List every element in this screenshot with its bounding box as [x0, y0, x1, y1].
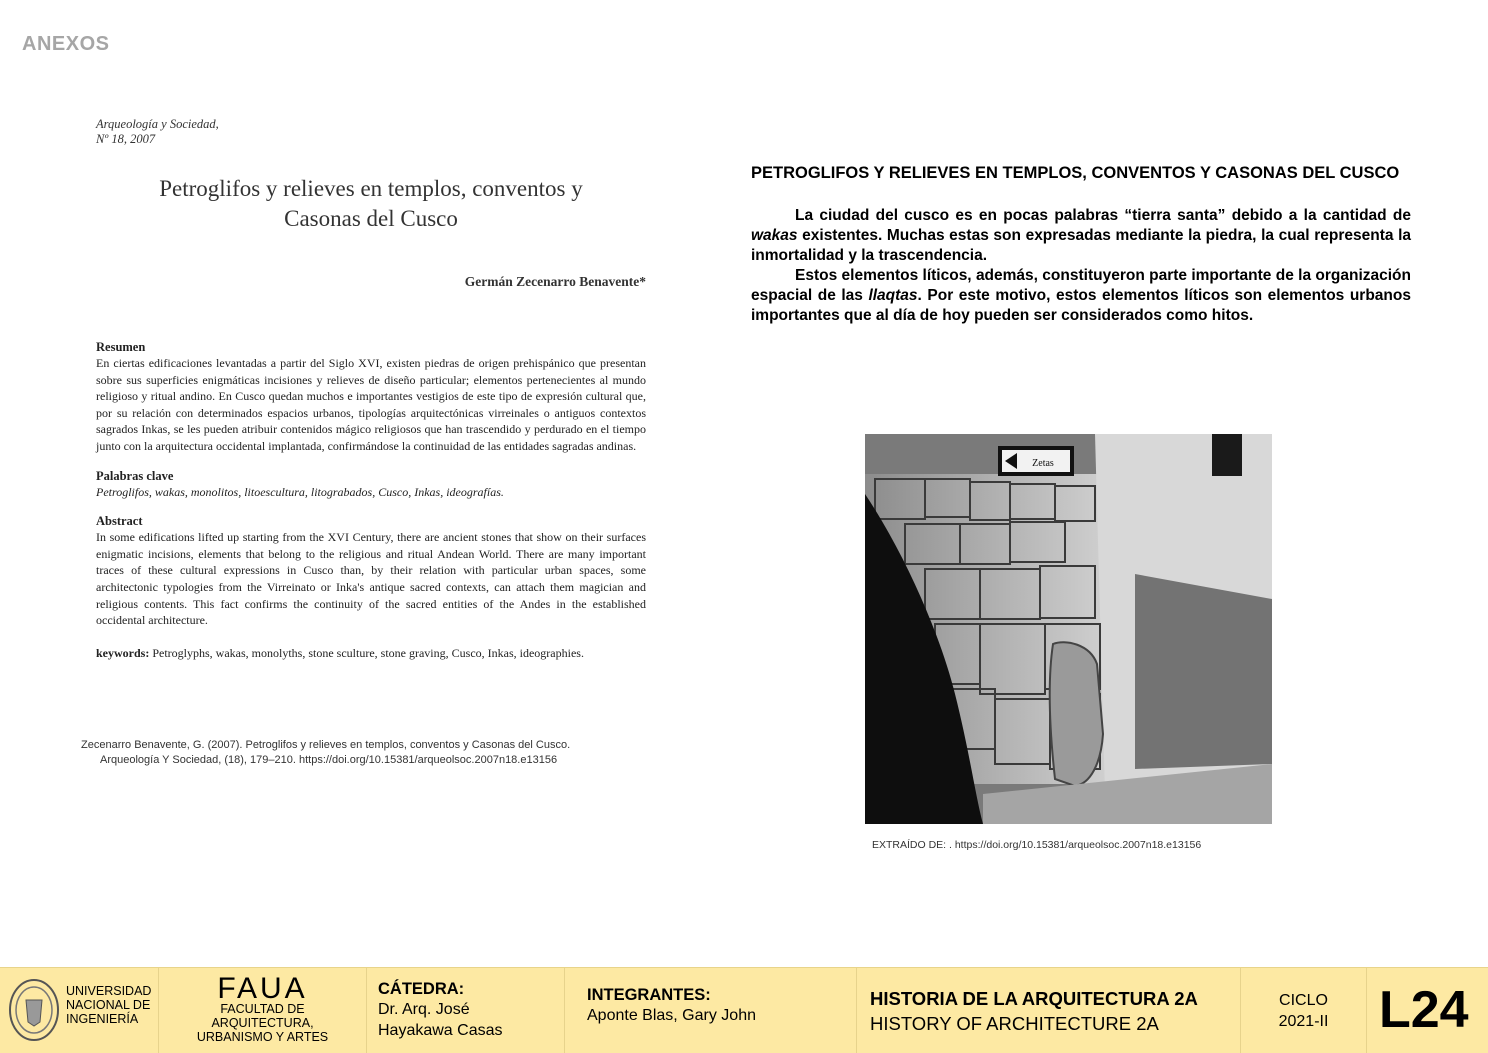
footer-ciclo — [1241, 968, 1367, 1053]
footer-faculty — [159, 968, 367, 1053]
ciclo-value: 2021-II — [1278, 1013, 1329, 1030]
stone-wall-photo — [865, 434, 1272, 824]
section-tag: ANEXOS — [22, 33, 110, 55]
catedra-line1: Dr. Arq. José — [378, 1001, 470, 1018]
paragraph-2 — [751, 266, 1411, 326]
resumen-text: En ciertas edificaciones levantadas a partir del Siglo XVI, existen piedras de origen prehispánico que presentan sobre sus superficies enigmáticas incisiones y relieves de diseño particular; elementos pertenecientes al mundo religioso y ritual andino. En Cusco quedan muchos e importantes vestigios de este tipo de expresión cultural que, por su relación con determinados espacios urbanos, tipologías arquitectónicas virreinales o antiguos contextos sagrados Inkas, se les pueden atribuir contenidos mágico religiosos que han trascendido y perdurado en el tiempo junto con la arquitectura occidental implantada, confirmándose la continuidad de las entidades sagradas andinas. — [96, 356, 646, 453]
course-title-es: HISTORIA DE LA ARQUITECTURA 2A — [870, 988, 1198, 1009]
footer-bar — [0, 967, 1488, 1053]
abstract-heading: Abstract — [96, 514, 143, 529]
p1-text-b: existentes. Muchas estas son expresadas mediante la piedra, la cual representa la inmortalidad y la trascendencia. — [751, 227, 1411, 264]
citation-line2: Arqueología Y Sociedad, (18), 179–210. https://doi.org/10.15381/arqueolsoc.2007n18.e13156 — [100, 754, 558, 766]
keywords-label: keywords: — [96, 645, 150, 660]
photo-caption: EXTRAÍDO DE: . https://doi.org/10.15381/arqueolsoc.2007n18.e13156 — [872, 839, 1202, 851]
description-text — [751, 206, 1411, 326]
paragraph-1 — [751, 206, 1411, 266]
citation — [81, 738, 621, 768]
paper-excerpt — [96, 117, 646, 661]
keywords-text: Petroglyphs, wakas, monolyths, stone sculture, stone graving, Cusco, Inkas, ideographies. — [149, 645, 584, 660]
catedra-line2: Hayakawa Casas — [378, 1022, 503, 1039]
uni-line2: NACIONAL DE — [66, 998, 151, 1012]
faculty-name — [159, 1002, 366, 1044]
palabras-text: Petroglifos, wakas, monolitos, litoescultura, litograbados, Cusco, Inkas, ideografías. — [96, 484, 504, 499]
faculty-line1: FACULTAD DE — [220, 1002, 305, 1016]
university-name — [66, 984, 151, 1026]
integrantes-value: Aponte Blas, Gary John — [587, 1007, 756, 1024]
street-sign-text: Zetas — [1032, 458, 1054, 469]
p2-text-b: . Por este motivo, estos elementos líticos son elementos urbanos importantes que al día de hoy pueden ser considerados como hitos. — [751, 287, 1411, 324]
footer-integrantes — [565, 968, 857, 1053]
citation-line1: Zecenarro Benavente, G. (2007). Petroglifos y relieves en templos, conventos y Casonas del Cusco. — [81, 739, 571, 751]
faculty-line2: ARQUITECTURA, — [211, 1016, 314, 1030]
p1-text-a: La ciudad del cusco es en pocas palabras “tierra santa” debido a la cantidad de — [795, 207, 1411, 224]
integrantes-label: INTEGRANTES: — [587, 986, 711, 1004]
paper-author: Germán Zecenarro Benavente* — [464, 274, 646, 289]
abstract-text: In some edifications lifted up starting from the XVI Century, there are ancient stones that show on their surfaces enigmatic incisions, elements that belong to the religious and ritual Andean World. There are many important traces of these cultural expressions in Cusco than, by their relation with particular urban spaces, some architectonic typologies from the Virreinato or Inka's antique sacred contexts, can attach them magician and religious contents. This fact confirms the continuity of the sacred entities of the Andes in the established occidental architecture. — [96, 530, 646, 628]
ciclo-label: CICLO — [1279, 992, 1328, 1009]
footer-sheet — [1367, 968, 1488, 1053]
journal-info — [96, 117, 646, 147]
uni-line3: INGENIERÍA — [66, 1012, 139, 1026]
journal-name: Arqueología y Sociedad, — [96, 117, 219, 131]
keywords-line — [96, 645, 646, 662]
faculty-line3: URBANISMO Y ARTES — [196, 1030, 329, 1044]
paper-title — [96, 174, 646, 234]
p1-emphasis: wakas — [751, 227, 798, 244]
p2-text-a: Estos elementos líticos, además, constituyeron parte importante de la organización espacial de las — [751, 267, 1411, 304]
paper-title-line1: Petroglifos y relieves en templos, conventos y — [159, 176, 583, 201]
uni-line1: UNIVERSIDAD — [66, 984, 152, 998]
catedra-label: CÁTEDRA: — [378, 980, 465, 998]
section-title: PETROGLIFOS Y RELIEVES EN TEMPLOS, CONVENTOS Y CASONAS DEL CUSCO — [751, 164, 1400, 182]
paper-title-line2: Casonas del Cusco — [284, 206, 458, 231]
footer-university — [0, 968, 159, 1053]
footer-course — [857, 968, 1241, 1053]
faua-logo: FAUA — [217, 972, 308, 1005]
journal-issue: Nº 18, 2007 — [96, 132, 156, 146]
palabras-heading: Palabras clave — [96, 468, 174, 483]
p2-emphasis: llaqtas — [868, 287, 918, 304]
resumen-heading: Resumen — [96, 340, 146, 354]
sheet-code: L24 — [1379, 981, 1469, 1039]
footer-catedra — [367, 968, 565, 1053]
course-title-en: HISTORY OF ARCHITECTURE 2A — [870, 1013, 1159, 1034]
university-seal-icon — [8, 978, 60, 1042]
